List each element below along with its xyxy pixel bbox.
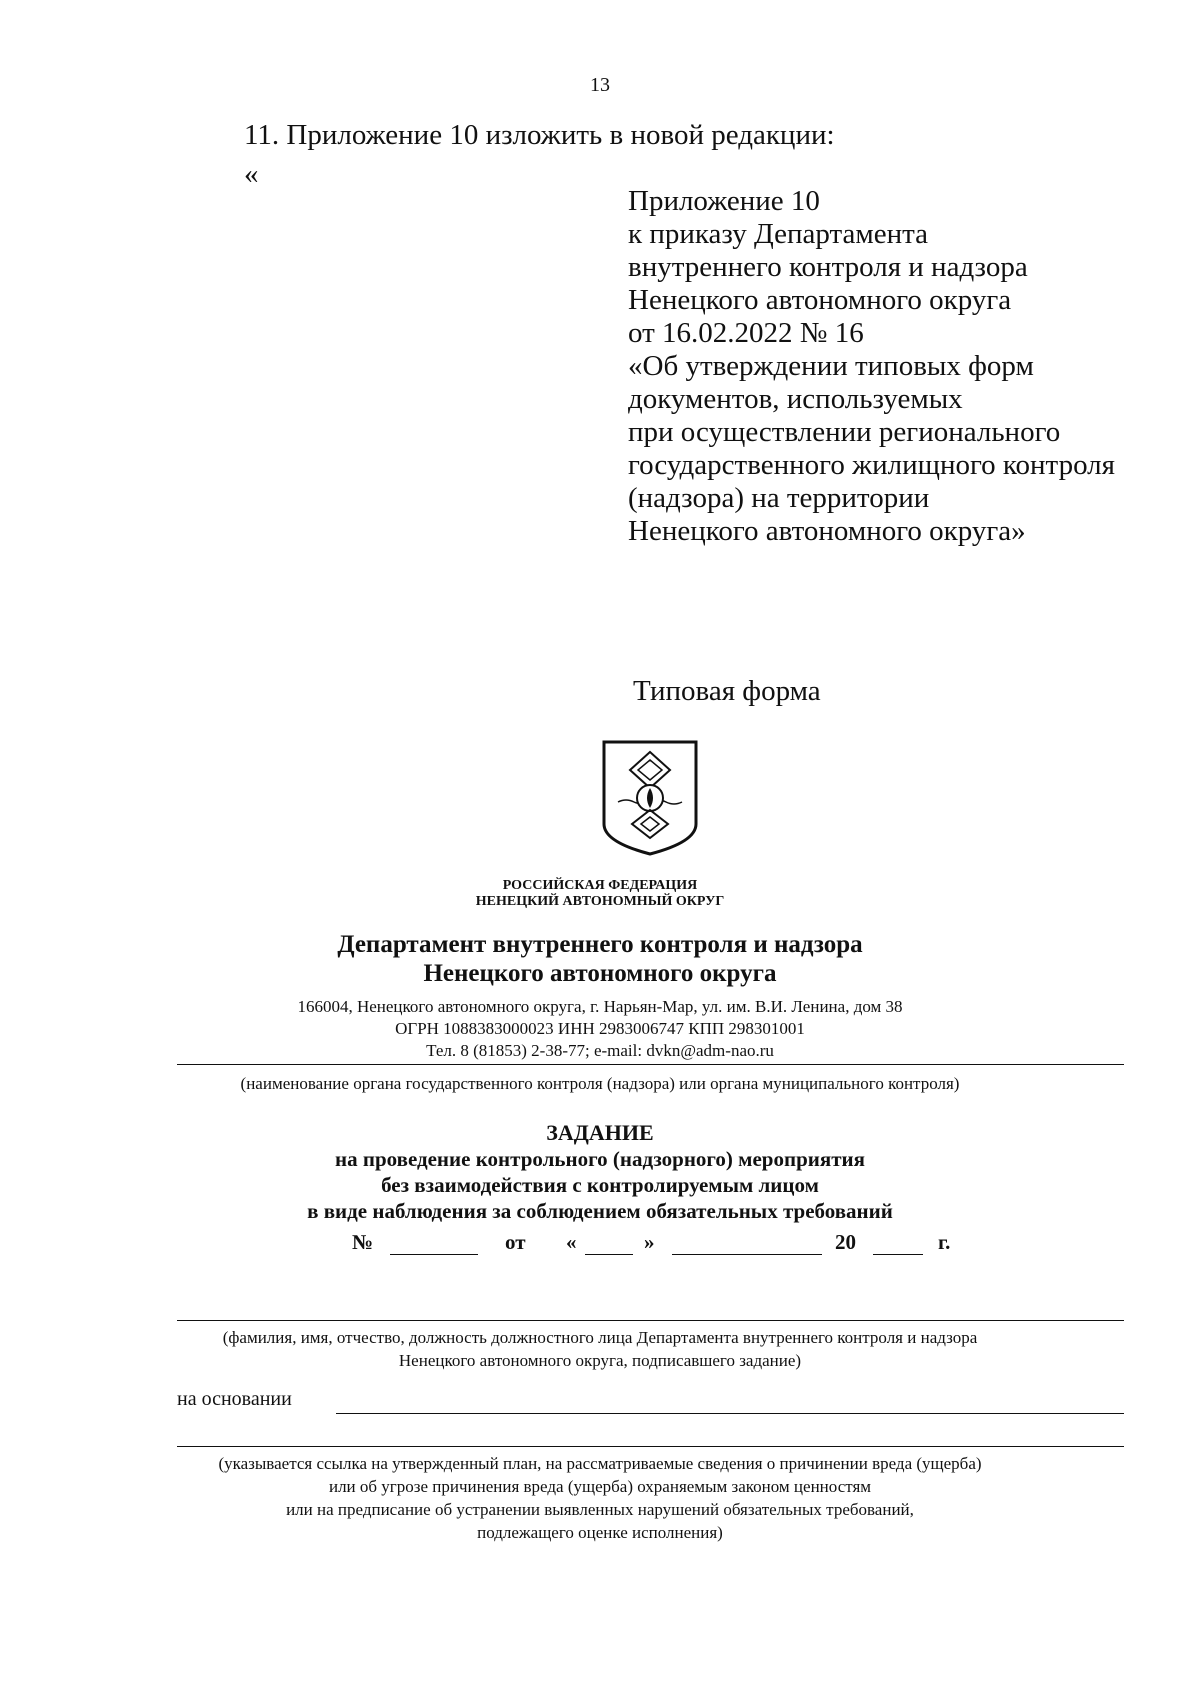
federation-line: РОССИЙСКАЯ ФЕДЕРАЦИЯ — [502, 878, 698, 893]
department-registration: ОГРН 1088383000023 ИНН 2983006747 КПП 298301001 — [395, 1019, 805, 1038]
basis-caption-line: подлежащего оценке исполнения) — [477, 1523, 723, 1542]
day-open-quote: « — [566, 1230, 577, 1254]
authority-rule — [177, 1064, 1124, 1065]
task-subtitle-line: без взаимодействия с контролируемым лицом — [381, 1173, 819, 1197]
department-details — [0, 996, 1200, 1062]
month-blank[interactable] — [672, 1254, 822, 1255]
number-sign: № — [352, 1230, 374, 1254]
page-number: 13 — [590, 74, 610, 96]
task-subtitle-line: в виде наблюдения за соблюдением обязательных требований — [307, 1199, 893, 1223]
day-close-quote: » — [644, 1230, 655, 1254]
appendix-header-line: Ненецкого автономного округа — [628, 284, 1012, 316]
department-contacts: Тел. 8 (81853) 2-38-77; e-mail: dvkn@adm-nao.ru — [426, 1041, 774, 1060]
basis-field[interactable] — [336, 1413, 1124, 1414]
basis-caption-line: или на предписание об устранении выявленных нарушений обязательных требований, — [286, 1500, 914, 1519]
number-blank[interactable] — [390, 1254, 478, 1255]
department-address: 166004, Ненецкого автономного округа, г. Нарьян-Мар, ул. им. В.И. Ленина, дом 38 — [297, 997, 903, 1016]
task-title: ЗАДАНИЕ — [546, 1120, 654, 1145]
appendix-header-line: (надзора) на территории — [628, 482, 930, 514]
basis-rule[interactable] — [177, 1446, 1124, 1447]
year-suffix: г. — [938, 1230, 951, 1254]
amendment-intro: 11. Приложение 10 изложить в новой редакции: — [244, 119, 835, 151]
appendix-header-line: от 16.02.2022 № 16 — [628, 317, 864, 349]
appendix-header — [628, 185, 1115, 548]
official-caption-line: Ненецкого автономного округа, подписавшего задание) — [398, 1351, 802, 1370]
authority-caption: (наименование органа государственного контроля (надзора) или органа муниципального контроля) — [240, 1074, 960, 1093]
basis-caption — [0, 1452, 1200, 1544]
year-prefix: 20 — [835, 1230, 856, 1254]
date-from-label: от — [505, 1230, 526, 1254]
federation-header — [0, 878, 1200, 910]
appendix-header-line: к приказу Департамента — [628, 218, 929, 250]
department-name — [0, 930, 1200, 988]
department-name-line: Ненецкого автономного округа — [423, 960, 777, 987]
appendix-header-line: «Об утверждении типовых форм — [628, 350, 1034, 382]
basis-caption-line: или об угрозе причинения вреда (ущерба) охраняемым законом ценностям — [328, 1477, 872, 1496]
appendix-header-line: Приложение 10 — [628, 185, 820, 217]
coat-of-arms-icon — [598, 738, 702, 863]
department-name-line: Департамент внутреннего контроля и надзора — [337, 931, 863, 958]
region-line: НЕНЕЦКИЙ АВТОНОМНЫЙ ОКРУГ — [475, 894, 725, 909]
official-caption-line: (фамилия, имя, отчество, должность должностного лица Департамента внутреннего контроля и надзора — [222, 1328, 978, 1347]
task-subtitle-line: на проведение контрольного (надзорного) мероприятия — [335, 1147, 865, 1171]
task-number-date-line — [0, 1230, 1200, 1258]
opening-quote: « — [244, 158, 259, 190]
basis-label: на основании — [177, 1388, 292, 1410]
appendix-header-line: государственного жилищного контроля — [628, 449, 1115, 481]
appendix-header-line: Ненецкого автономного округа» — [628, 515, 1026, 547]
task-title-block — [0, 1120, 1200, 1224]
basis-caption-line: (указывается ссылка на утвержденный план, на рассматриваемые сведения о причинении вреда (ущерба) — [218, 1454, 982, 1473]
year-blank[interactable] — [873, 1254, 923, 1255]
appendix-header-line: внутреннего контроля и надзора — [628, 251, 1028, 283]
official-caption — [0, 1326, 1200, 1372]
day-blank[interactable] — [585, 1254, 633, 1255]
appendix-header-line: документов, используемых — [628, 383, 963, 415]
appendix-header-line: при осуществлении регионального — [628, 416, 1061, 448]
official-rule[interactable] — [177, 1320, 1124, 1321]
form-type-label: Типовая форма — [633, 675, 821, 707]
